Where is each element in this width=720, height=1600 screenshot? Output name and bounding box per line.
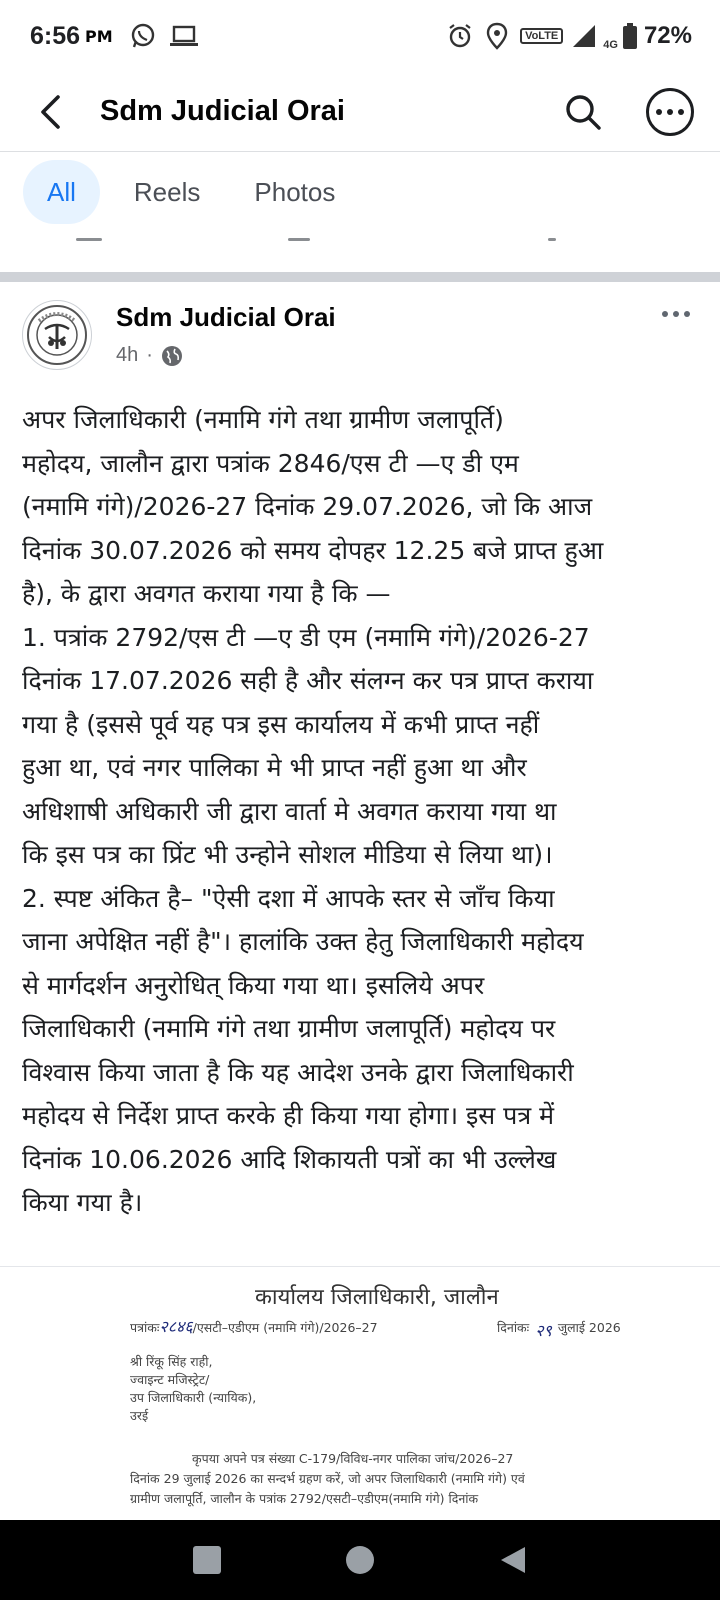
status-time: 6:56 (30, 21, 81, 50)
signal-icon (571, 23, 601, 49)
system-nav-bar (0, 1520, 720, 1600)
more-dot-icon (656, 109, 662, 115)
post-text-line: दिनांक 10.06.2026 आदि शिकायती पत्रों का भी उल्लेख (22, 1144, 557, 1174)
tab-all[interactable]: All (23, 160, 100, 224)
volte-badge: VoLTE (520, 28, 563, 44)
post-text-line: 2. स्पष्ट अंकित है– "ऐसी दशा में आपके स्तर से जाँच किया (22, 883, 555, 913)
scrolled-mark (76, 238, 102, 241)
scrolled-mark (288, 238, 310, 241)
whatsapp-icon (129, 22, 157, 50)
post-text-line: विश्वास किया जाता है कि यह आदेश उनके द्वारा जिलाधिकारी (22, 1057, 574, 1087)
post-text-line: जाना अपेक्षित नहीं है"। हालांकि उक्त हेतु जिलाधिकारी महोदय (22, 927, 584, 956)
letter-address-line: उप जिलाधिकारी (न्यायिक), (130, 1390, 257, 1405)
meta-separator: · (146, 344, 153, 366)
post-text-line: महोदय, जालौन द्वारा पत्रांक 2846/एस टी —ए डी एम (22, 448, 519, 478)
post-text-line: हुआ था, एवं नगर पालिका मे भी प्राप्त नहीं हुआ था और (22, 753, 527, 782)
more-dot-icon (673, 311, 679, 317)
more-dot-icon (662, 311, 668, 317)
letter-ref-handwritten: २८४६ (159, 1317, 193, 1336)
post-meta (116, 344, 183, 367)
location-icon (486, 22, 508, 50)
battery-icon (622, 22, 638, 50)
app-bar (0, 72, 720, 152)
attached-letter-image[interactable] (0, 1266, 720, 1520)
post-text-line: महोदय से निर्देश प्राप्त करके ही किया गया होगा। इस पत्र में (22, 1101, 555, 1130)
home-icon (346, 1546, 374, 1574)
up-govt-emblem-icon (25, 303, 89, 367)
post-text-line: अपर जिलाधिकारी (नमामि गंगे तथा ग्रामीण जलापूर्ति) (22, 405, 504, 434)
letter-address-line: उरई (130, 1408, 149, 1423)
more-dot-icon (667, 109, 673, 115)
post-text-line: दिनांक 17.07.2026 सही है और संलग्न कर पत्र प्राप्त कराया (22, 666, 594, 695)
avatar[interactable] (22, 300, 92, 370)
tab-photos[interactable]: Photos (254, 176, 336, 207)
letter-date-prefix: दिनांकः (497, 1320, 530, 1335)
recents-button[interactable] (177, 1530, 237, 1590)
letter-title: कार्यालय जिलाधिकारी, जालौन (255, 1285, 499, 1310)
letter-address (130, 1353, 256, 1425)
post-text-line: 1. पत्रांक 2792/एस टी —ए डी एम (नमामि गंगे)/2026-27 (22, 622, 590, 652)
more-dot-icon (684, 311, 690, 317)
post-header (22, 300, 698, 380)
letter-ref-suffix: /एसटी–एडीएम (नमामि गंगे)/2026–27 (192, 1320, 378, 1335)
back-button[interactable] (22, 84, 78, 140)
alarm-icon (446, 22, 474, 50)
letter-ref-prefix: पत्रांकः (130, 1320, 160, 1335)
tab-reels[interactable]: Reels (133, 176, 201, 207)
scrolled-mark (548, 238, 556, 241)
globe-icon (161, 345, 183, 367)
search-button[interactable] (558, 87, 608, 137)
letter-address-line: श्री रिंकू सिंह राही, (130, 1354, 213, 1369)
post-author[interactable]: Sdm Judicial Orai (116, 302, 336, 332)
battery-percent: 72% (643, 22, 692, 49)
post-text-line: गया है (इससे पूर्व यह पत्र इस कार्यालय में कभी प्राप्त नहीं (22, 709, 540, 739)
letter-paragraph-line: कृपया अपने पत्र संख्या C-179/विविध-नगर पालिका जांच/2026–27 (192, 1451, 514, 1466)
letter-date (497, 1319, 621, 1341)
status-time-suffix: PM (85, 26, 113, 46)
letter-reference (130, 1319, 378, 1337)
letter-paragraph-line: ग्रामीण जलापूर्ति, जालौन के पत्रांक 2792/एसटी–एडीएम(नमामि गंगे) दिनांक (130, 1491, 479, 1506)
page-title: Sdm Judicial Orai (100, 95, 345, 127)
letter-paragraph-line: दिनांक 29 जुलाई 2026 का सन्दर्भ ग्रहण करें, जो अपर जिलाधिकारी (नमामि गंगे) एवं (130, 1471, 525, 1486)
system-back-button[interactable] (483, 1530, 543, 1590)
post-text-line: है), के द्वारा अवगत कराया गया है कि — (22, 579, 391, 608)
post-text-line: जिलाधिकारी (नमामि गंगे तथा ग्रामीण जलापूर्ति) महोदय पर (22, 1014, 556, 1043)
post-text (22, 398, 706, 1225)
filter-tabs (0, 152, 720, 232)
post-text-line: किया गया है। (22, 1188, 143, 1217)
status-icons (446, 21, 692, 51)
post-text-line: (नमामि गंगे)/2026-27 दिनांक 29.07.2026, जो कि आज (22, 492, 593, 521)
search-icon (564, 93, 602, 131)
back-arrow-icon (38, 94, 62, 130)
letter-date-handwritten: २९ (535, 1321, 552, 1340)
more-options-button[interactable] (646, 88, 694, 136)
scrolled-content-edge (0, 232, 720, 248)
status-bar (0, 0, 720, 72)
post-text-line: दिनांक 30.07.2026 को समय दोपहर 12.25 बजे प्राप्त हुआ (22, 535, 604, 565)
laptop-icon (169, 23, 199, 49)
home-button[interactable] (330, 1530, 390, 1590)
network-type: 4G (603, 39, 618, 51)
section-divider (0, 272, 720, 282)
more-dot-icon (678, 109, 684, 115)
back-triangle-icon (499, 1545, 527, 1575)
letter-paragraph (130, 1449, 676, 1509)
letter-date-suffix: जुलाई 2026 (557, 1320, 621, 1335)
post-text-line: से मार्गदर्शन अनुरोधित् किया गया था। इसलिये अपर (22, 970, 485, 1000)
post-text-line: कि इस पत्र का प्रिंट भी उन्होने सोशल मीडिया से लिया था)। (22, 840, 553, 869)
post-text-line: अधिशाषी अधिकारी जी द्वारा वार्ता मे अवगत कराया गया था (22, 796, 557, 826)
app-actions (558, 87, 694, 137)
post-options-button[interactable] (654, 302, 698, 326)
letter-address-line: ज्वाइन्ट मजिस्ट्रेट/ (130, 1372, 210, 1387)
recents-icon (193, 1546, 221, 1574)
post-time[interactable]: 4h (116, 344, 139, 366)
